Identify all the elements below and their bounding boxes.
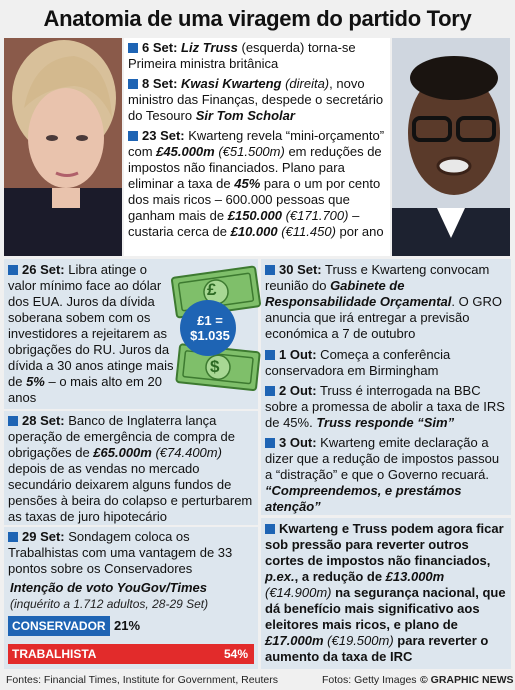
event-text: (direita) <box>281 76 330 91</box>
event-date: 8 Set: <box>142 76 178 91</box>
office-name: Gabinete de Responsabilidade Orçamental <box>265 278 452 309</box>
amount-euro: (€14.900m) <box>265 585 332 600</box>
note-text: , a redução de <box>294 569 386 584</box>
event-text: (esquerda) torna-se Primeira ministra britânica <box>128 40 356 71</box>
poll-subtitle: (inquérito a 1.712 adultos, 28-29 Set) <box>10 597 209 611</box>
event-text: . O GRO anuncia que irá entregar a previsão económica a 7 de outubro <box>265 294 502 341</box>
event-date: 2 Out: <box>279 383 317 398</box>
amount-euro: (€11.450) <box>277 224 336 239</box>
amount: £17.000m <box>265 633 324 648</box>
note-text: na segurança nacional, que dá benefício mais significativo aos eleitores mais ricos, e plano de <box>265 585 506 632</box>
event-6-set <box>128 40 388 72</box>
event-text: – o mais alto em 20 anos <box>8 374 162 405</box>
amount-euro: (€171.700) <box>281 208 349 223</box>
event-3-out <box>265 435 509 515</box>
bullet-icon <box>8 265 18 275</box>
amount: £65.000m <box>93 445 152 460</box>
quote: Truss responde “Sim” <box>316 415 455 430</box>
event-text: Libra atinge o valor mínimo face ao dólar dos EUA. Juros da dívida soberana sobem com os investidores a rejeitarem as obrigações do RU. Juros da dívida a 30 anos atinge mais de <box>8 262 174 389</box>
dollar-symbol: $ <box>210 357 220 376</box>
final-note <box>265 521 509 665</box>
person-name: Sir Tom Scholar <box>195 108 295 123</box>
event-text: Sondagem coloca os Trabalhistas com uma vantagem de 33 pontos sobre os Conservadores <box>8 529 233 576</box>
amount: £13.000m <box>385 569 445 584</box>
pound-symbol: £ <box>207 280 217 299</box>
event-2-out <box>265 383 509 431</box>
event-date: 1 Out: <box>279 347 317 362</box>
liz-truss-photo <box>4 38 122 256</box>
bullet-icon <box>265 438 275 448</box>
amount: £150.000 <box>227 208 282 223</box>
event-30-set <box>265 262 509 342</box>
event-date: 29 Set: <box>22 529 65 544</box>
person-name: Liz Truss <box>181 40 238 55</box>
bullet-icon <box>128 131 138 141</box>
percentage: 5% <box>26 374 45 389</box>
person-name: Kwasi Kwarteng <box>181 76 282 91</box>
amount-euro: (€74.400m) <box>151 445 222 460</box>
note-text: para reverter o aumento da taxa de IRC <box>265 633 489 664</box>
amount-euro: (€19.500m) <box>323 633 394 648</box>
event-date: 23 Set: <box>142 128 185 143</box>
bullet-icon <box>265 524 275 534</box>
event-text: em reduções de impostos não financiados. Plano para eliminar a taxa de <box>128 144 382 191</box>
footer-photos: Fotos: Getty Images <box>322 674 417 686</box>
note-text: Kwarteng e Truss podem agora ficar sob pressão para reverter outros cortes de impostos não financiados, <box>265 521 504 568</box>
bullet-icon <box>265 265 275 275</box>
event-text: Banco de Inglaterra lança operação de emergência de compra de obrigações de <box>8 413 235 460</box>
event-text: por ano <box>335 224 384 239</box>
exchange-rate-top: £1 = <box>197 313 223 328</box>
amount-euro: (€51.500m) <box>214 144 285 159</box>
event-text: Começa a conferência conservadora em Birmingham <box>265 347 451 378</box>
event-text: depois de as vendas no mercado secundário deixarem alguns fundos de pensões à beira do colapso e perturbarem as taxas de juro hipotecário <box>8 461 253 524</box>
event-text: Kwarteng emite declaração a dizer que a redução de impostos passou a “distração” e que o Governo recuará. <box>265 435 500 482</box>
event-text: Truss e Kwarteng convocam reunião do <box>265 262 490 293</box>
footer-sources: Fontes: Financial Times, Institute for Government, Reuters <box>6 674 278 686</box>
kwasi-kwarteng-photo <box>392 38 510 256</box>
event-text: Truss é interrogada na BBC sobre a promessa de abolir a taxa de IRS de 45%. <box>265 383 505 430</box>
poll-value-conservative: 21% <box>114 618 141 633</box>
party-value: 54% <box>223 647 248 661</box>
event-8-set <box>128 76 388 124</box>
event-text: , novo ministro das Finanças, despede o secretário do Tesouro <box>128 76 384 123</box>
bullet-icon <box>8 532 18 542</box>
event-text: – custaria cerca de <box>128 208 360 239</box>
party-label: CONSERVADOR <box>12 619 106 633</box>
footer-credit: © GRAPHIC NEWS <box>420 674 514 686</box>
event-date: 30 Set: <box>279 262 322 277</box>
quote: “Compreendemos, e prestámos atenção” <box>265 483 462 514</box>
bullet-icon <box>265 386 275 396</box>
bullet-icon <box>128 79 138 89</box>
event-26-set <box>8 262 176 406</box>
party-label: TRABALHISTA <box>12 647 97 661</box>
poll-bar-conservative <box>8 616 110 636</box>
bullet-icon <box>265 350 275 360</box>
amount: £10.000 <box>230 224 278 239</box>
event-text: Kwarteng revela “mini-orçamento” com <box>128 128 385 159</box>
page-title: Anatomia de uma viragem do partido Tory <box>43 6 472 31</box>
bullet-icon <box>8 416 18 426</box>
event-1-out <box>265 347 509 379</box>
exchange-rate-bottom: $1.035 <box>190 328 230 343</box>
event-23-set <box>128 128 388 240</box>
amount: £45.000m <box>156 144 215 159</box>
event-date: 3 Out: <box>279 435 317 450</box>
exchange-rate-label <box>180 313 240 343</box>
note-text: p.ex. <box>265 569 295 584</box>
event-date: 28 Set: <box>22 413 65 428</box>
event-date: 26 Set: <box>22 262 65 277</box>
event-text: para o um por cento dos mais ricos – 600.000 pessoas que ganham mais de <box>128 176 381 223</box>
percentage: 45% <box>234 176 261 191</box>
bullet-icon <box>128 43 138 53</box>
event-28-set <box>8 413 256 525</box>
event-29-set <box>8 529 256 577</box>
event-date: 6 Set: <box>142 40 178 55</box>
poll-bar-labour <box>8 644 254 664</box>
poll-title: Intenção de voto YouGov/Times <box>10 580 207 595</box>
